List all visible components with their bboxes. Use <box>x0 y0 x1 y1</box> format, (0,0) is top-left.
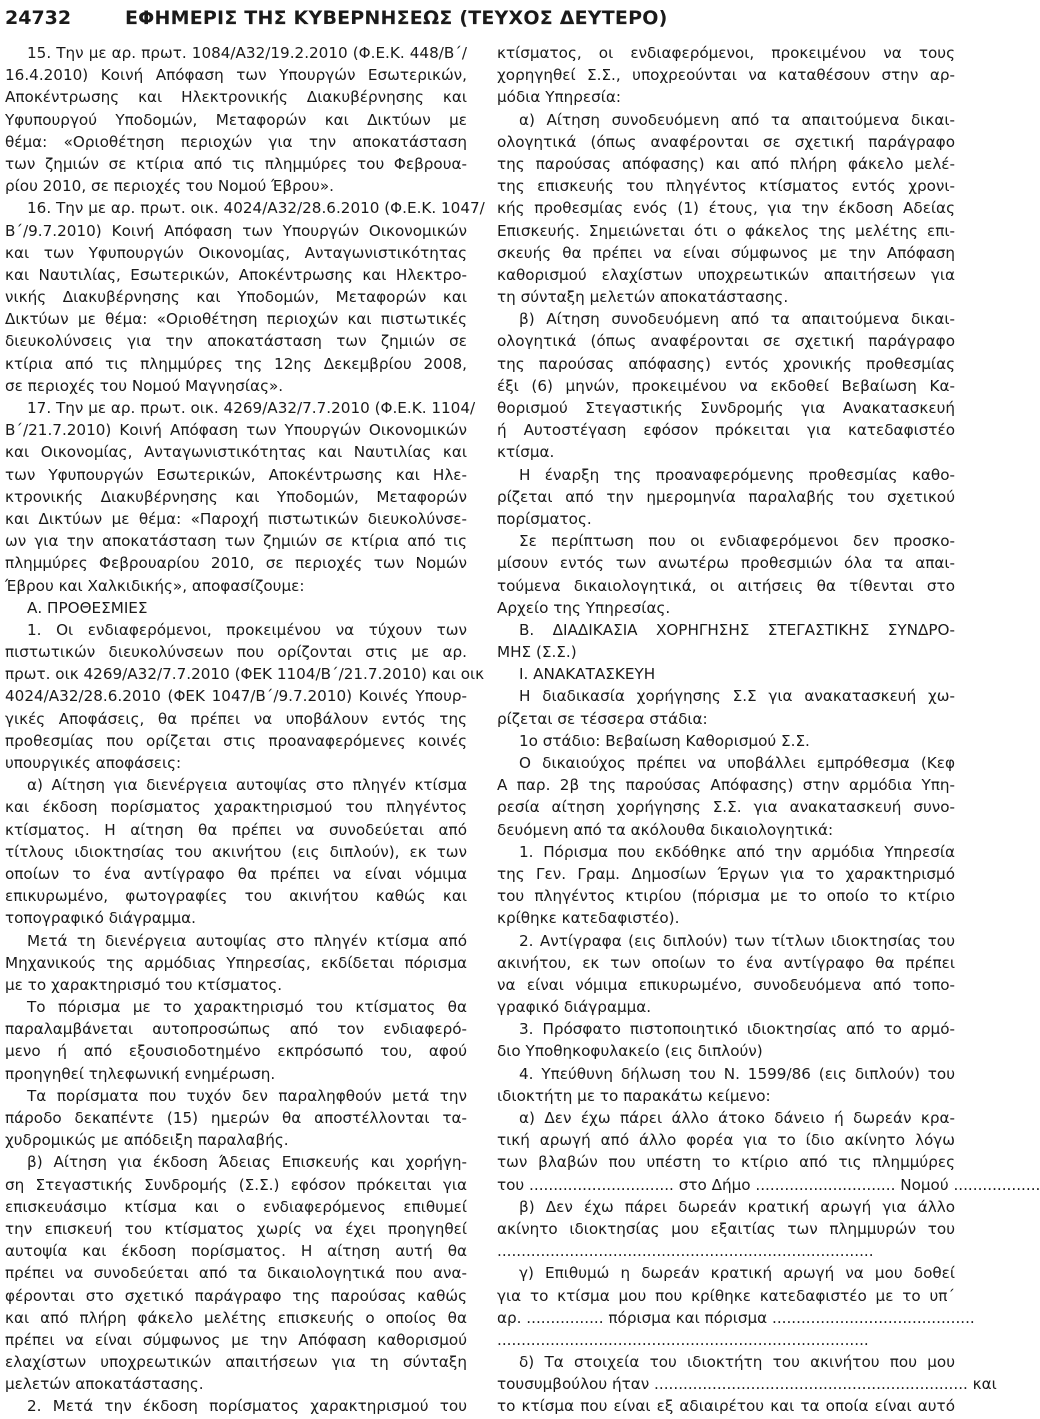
text-line: κρίθηκε κατεδαφιστέο). <box>497 909 680 928</box>
text-line: αυτοψία και έκδοση πορίσματος. Η αίτηση αυτή θα <box>5 1242 467 1261</box>
text-line: 4024/Α32/28.6.2010 (ΦΕΚ 1047/Β΄/9.7.2010) Κοινές Υπουρ- <box>5 687 467 706</box>
text-line: την επισκευή του κτίσματος χωρίς να έχει προηγηθεί <box>5 1219 467 1238</box>
text-line: μόδια Υπηρεσία: <box>497 88 622 107</box>
text-line: της επισκευής του πληγέντος κτίσματος εντός χρονι- <box>497 177 955 196</box>
text-line: ρεσία αίτηση χορήγησης Σ.Σ. για ανακατασκευή συνο- <box>497 798 955 817</box>
text-line: δευόμενη από τα ακόλουθα δικαιολογητικά: <box>497 820 834 839</box>
text-line: τούμενα δικαιολογητικά, οι αιτήσεις θα τίθενται στο <box>497 576 955 595</box>
text-line: κτίσματος. Η αίτηση θα πρέπει να συνοδεύεται από <box>5 820 467 839</box>
text-line: υπουργικές αποφάσεις: <box>5 754 182 772</box>
text-line: και των Υφυπουργών Οικονομίας, Ανταγωνιστικότητας <box>5 243 467 262</box>
text-line: ων για την αποκατάσταση των ζημιών σε κτίρια από τις <box>5 532 467 551</box>
text-line: ολογητικά (όπως αναφέρονται σε σχετική παράγραφο <box>497 132 955 151</box>
page-header <box>5 2 955 34</box>
text-line: φέρονται στο σχετικό παράγραφο της παρούσας καθώς <box>5 1286 467 1305</box>
text-line: πορίσματος. <box>497 509 592 528</box>
text-line: επισκευάσιμο κτίσμα και ο ενδιαφερόμενος επιθυμεί <box>5 1197 467 1216</box>
right-column <box>497 42 1040 1418</box>
text-line: Β΄/21.7.2010) Κοινή Απόφαση των Υπουργών Οικονομικών <box>5 421 467 440</box>
text-line: 16.4.2010) Κοινή Απόφαση των Υπουργών Εσωτερικών, <box>5 66 467 85</box>
text-line: ιδιοκτήτη με το παρακάτω κείμενο: <box>497 1086 771 1105</box>
text-line: πρωτ. οικ 4269/Α32/7.7.2010 (ΦΕΚ 1104/Β΄/21.7.2010) και οικ <box>5 665 485 684</box>
text-line: γ) Επιθυμώ η δωρεάν κρατική αρωγή να μου δοθεί <box>519 1264 955 1283</box>
text-line: ρίου 2010, σε περιοχές του Νομού Έβρου». <box>5 177 334 196</box>
text-line: Σε περίπτωση που οι ενδιαφερόμενοι δεν προσκο- <box>519 532 955 551</box>
text-line: του πληγέντος κτιρίου (πόρισμα με το οποίο το κτίριο <box>497 887 955 906</box>
text-line: για το κτίσμα μου που κρίθηκε κατεδαφιστέο με το υπ΄ <box>497 1286 955 1305</box>
text-line: ΜΗΣ (Σ.Σ.) <box>497 643 577 662</box>
gazette-title: ΕΦΗΜΕΡΙΣ ΤΗΣ ΚΥΒΕΡΝΗΣΕΩΣ (ΤΕΥΧΟΣ ΔΕΥΤΕΡΟ) <box>125 7 668 29</box>
text-line: Α. ΠΡΟΘΕΣΜΙΕΣ <box>27 598 148 617</box>
text-line: Το πόρισμα με το χαρακτηρισμό του κτίσματος θα <box>27 998 467 1017</box>
text-line: Α παρ. 2β της παρούσας Απόφασης) στην αρμόδια Υπη- <box>497 776 955 795</box>
text-line: Επισκευής. Σημειώνεται ότι ο φάκελος της μελέτης επι- <box>497 221 955 240</box>
text-line: β) Αίτηση για έκδοση Άδειας Επισκευής και χορήγη- <box>27 1153 467 1172</box>
text-line: πρέπει να συνοδεύεται από τα δικαιολογητικά που ανα- <box>5 1264 467 1283</box>
text-line: και Δικτύων με θέμα: «Παροχή πιστωτικών διευκολύνσε- <box>5 509 467 528</box>
text-line: γικές Αποφάσεις, θα πρέπει να υποβάλουν εντός της <box>5 709 467 728</box>
text-line: σκευής θα πρέπει να είναι σύμφωνος με την Απόφαση <box>497 243 955 262</box>
text-line: 17. Την με αρ. πρωτ. οικ. 4269/Α32/7.7.2010 (Φ.Ε.Κ. 1104/ <box>27 399 476 417</box>
text-line: Ι. ΑΝΑΚΑΤΑΣΚΕΥΗ <box>519 665 656 684</box>
text-line: τίτλους ιδιοκτησίας του ακινήτου (εις διπλούν), εκ των <box>5 842 467 861</box>
text-line: και Ναυτιλίας, Εσωτερικών, Αποκέντρωσης και Ηλεκτρο- <box>5 265 467 284</box>
text-line: β) Αίτηση συνοδευόμενη από τα απαιτούμενα δικαι- <box>519 310 955 329</box>
text-line: θέμα: «Οριοθέτηση περιοχών για την αποκατάσταση <box>5 132 467 151</box>
text-line: προηγηθεί τηλεφωνική ενημέρωση. <box>5 1064 276 1083</box>
text-line: Η διαδικασία χορήγησης Σ.Σ για ανακατασκευή χω- <box>519 687 955 706</box>
text-line: του .............................. στο Δήμο ............................. Νομού .................. <box>497 1175 1040 1194</box>
text-line: Β. ΔΙΑΔΙΚΑΣΙΑ ΧΟΡΗΓΗΣΗΣ ΣΤΕΓΑΣΤΙΚΗΣ ΣΥΝΔΡΟ- <box>519 620 955 639</box>
text-line: 16. Την με αρ. πρωτ. οικ. 4024/Α32/28.6.2010 (Φ.Ε.Κ. 1047/ <box>27 199 485 218</box>
text-line: ολογητικά (όπως αναφέρονται σε σχετική παράγραφο <box>497 332 955 351</box>
text-line: πιστωτικών διευκολύνσεων που ορίζονται στις με αρ. <box>5 643 467 662</box>
text-line: τη σύνταξη μελετών αποκατάστασης. <box>497 288 789 307</box>
text-line: 15. Την με αρ. πρωτ. 1084/Α32/19.2.2010 (Φ.Ε.Κ. 448/Β΄/ <box>27 44 467 62</box>
text-line: προθεσμίας που ορίζεται στις προαναφερόμενες κοινές <box>5 731 467 750</box>
text-line: τοπογραφικό διάγραμμα. <box>5 909 196 928</box>
text-line: μελετών αποκατάστασης. <box>5 1375 204 1394</box>
text-line: ακίνητο ιδιοκτησίας μου εξαιτίας των πλημμυρών του <box>497 1219 955 1238</box>
text-line: Αποκέντρωσης και Ηλεκτρονικής Διακυβέρνησης και <box>5 88 467 107</box>
text-line: κτρονικής Διακυβέρνησης και Υποδομών, Μεταφορών <box>5 487 467 506</box>
text-line: νικής Διακυβέρνησης και Υποδομών, Μεταφορών και <box>5 288 467 307</box>
text-line: 1. Πόρισμα που εκδόθηκε από την αρμόδια Υπηρεσία <box>519 842 955 861</box>
text-line: α) Αίτηση για διενέργεια αυτοψίας στο πληγέν κτίσμα <box>27 776 467 795</box>
text-line: κτίρια από τις πλημμύρες της 12ης Δεκεμβρίου 2008, <box>5 354 467 373</box>
text-line: Ο δικαιούχος πρέπει να υποβάλλει εμπρόθεσμα (Κεφ <box>519 754 955 772</box>
text-line: τουσυμβούλου ήταν ................................................................. και <box>497 1375 997 1394</box>
text-line: σε περιοχές του Νομού Μαγνησίας». <box>5 376 284 395</box>
text-line: της παρούσας απόφασης) και από πλήρη φάκελο μελέ- <box>497 154 955 173</box>
text-line: 2. Μετά την έκδοση πορίσματος χαρακτηρισμού του <box>27 1397 467 1416</box>
text-line: διευκολύνσεις για την αποκατάσταση των ζημιών σε <box>5 332 467 351</box>
text-line: ρίζεται σε τέσσερα στάδια: <box>497 709 708 728</box>
text-line: 4. Υπεύθυνη δήλωση του Ν. 1599/86 (εις διπλούν) του <box>519 1064 955 1083</box>
text-line: πλημμύρες Φεβρουαρίου 2010, σε περιοχές των Νομών <box>5 554 467 573</box>
left-column <box>5 42 485 1418</box>
text-line: επικυρωμένο, φωτογραφίες του ακινήτου καθώς και <box>5 887 467 906</box>
text-line: και Οικονομίας, Ανταγωνιστικότητας και Ναυτιλίας και <box>5 443 467 462</box>
text-line: Έβρου και Χαλκιδικής», αποφασίζουμε: <box>5 576 305 595</box>
text-line: των Υφυπουργών Εσωτερικών, Αποκέντρωσης και Ηλε- <box>5 465 467 484</box>
text-line: να είναι νόμιμα επικυρωμένο, συνοδευόμενα από τοπο- <box>497 975 955 994</box>
text-line: των ζημιών σε κτίρια από τις πλημμύρες του Φεβρουα- <box>5 154 467 173</box>
text-line: 2. Αντίγραφα (εις διπλούν) των τίτλων ιδιοκτησίας του <box>519 931 955 950</box>
text-line: Μηχανικούς της αρμόδιας Υπηρεσίας, εκδίδεται πόρισμα <box>5 953 467 972</box>
text-line: και έκδοση πορίσματος χαρακτηρισμού του πληγέντος <box>5 798 467 817</box>
text-line: ακινήτου, εκ των οποίων το ένα αντίγραφο θα πρέπει <box>497 953 955 972</box>
text-line: Δικτύων με θέμα: «Οριοθέτηση περιοχών και πιστωτικές <box>5 310 467 329</box>
text-line: ση Στεγαστικής Συνδρομής (Σ.Σ.) εφόσον πρόκειται για <box>5 1175 467 1194</box>
text-line: β) Δεν έχω πάρει δωρεάν κρατική αρωγή για άλλο <box>519 1197 955 1216</box>
text-line: το κτίσμα που είναι εξ αδιαιρέτου και τα οποία είναι αυτό <box>497 1397 955 1416</box>
text-line: οποίων το ένα αντίγραφο θα πρέπει να είναι νόμιμα <box>5 864 467 883</box>
text-line: ελαχίστων υποχρεωτικών απαιτήσεων για τη σύνταξη <box>5 1353 467 1372</box>
text-line: Υφυπουργού Υποδομών, Μεταφορών και Δικτύων με <box>5 110 467 129</box>
text-line: διο Υποθηκοφυλακείο (εις διπλούν) <box>497 1042 763 1061</box>
text-line: κής προθεσμίας ενός (1) έτους, για την έκδοση Αδείας <box>497 199 955 218</box>
text-line: 3. Πρόσφατο πιστοποιητικό ιδιοκτησίας από το αρμό- <box>519 1020 955 1039</box>
text-line: .............................................................................. <box>497 1242 874 1261</box>
text-line: τική αρωγή από άλλο φορέα για το ίδιο ακίνητο λόγω <box>497 1131 955 1150</box>
text-line: ή Αυτοστέγαση εφόσον πρόκειται για κατεδαφιστέο <box>497 421 955 440</box>
text-line: Αρχείο της Υπηρεσίας. <box>497 598 671 617</box>
text-line: μίσουν εντός των ανωτέρω προθεσμιών όλα τα απαι- <box>497 554 955 573</box>
page-number: 24732 <box>5 7 72 29</box>
text-line: και από πλήρη φάκελο μελέτης επισκευής ο οποίος θα <box>5 1308 467 1327</box>
text-line: θορισμού Στεγαστικής Συνδρομής για Ανακατασκευή <box>497 399 955 417</box>
text-line: κτίσμα. <box>497 443 555 462</box>
text-line: της παρούσας απόφασης) εντός χρονικής προθεσμίας <box>497 354 955 373</box>
text-line: δ) Τα στοιχεία του ιδιοκτήτη του ακινήτου που μου <box>519 1353 955 1372</box>
text-line: ρίζεται από την ημερομηνία παραλαβής του σχετικού <box>497 487 955 506</box>
text-line: αρ. ................ πόρισμα και πόρισμα .......................................... <box>497 1308 975 1327</box>
text-line: Μετά τη διενέργεια αυτοψίας στο πληγέν κτίσμα από <box>27 931 467 950</box>
text-line: Β΄/9.7.2010) Κοινή Απόφαση των Υπουργών Οικονομικών <box>5 221 467 240</box>
text-line: πάροδο δεκαπέντε (15) ημερών θα αποστέλλονται τα- <box>5 1109 467 1127</box>
text-line: α) Αίτηση συνοδευόμενη από τα απαιτούμενα δικαι- <box>519 110 955 129</box>
text-line: μενο ή από εξουσιοδοτημένο εκπρόσωπό του, αφού <box>5 1042 467 1061</box>
text-line: χυδρομικώς με απόδειξη παραλαβής. <box>5 1131 289 1150</box>
text-line: έξι (6) μηνών, προκειμένου να εκδοθεί Βεβαίωση Κα- <box>497 376 955 395</box>
text-line: πρέπει να είναι σύμφωνος με την Απόφαση καθορισμού <box>5 1330 467 1349</box>
text-line: παραλαμβάνεται αυτοπροσώπως από τον ενδιαφερό- <box>5 1020 467 1039</box>
text-line: Η έναρξη της προαναφερόμενης προθεσμίας καθο- <box>519 465 955 484</box>
text-line: χορηγηθεί Σ.Σ., υποχρεούνται να καταθέσουν στην αρ- <box>497 66 955 85</box>
text-line: των βλαβών που υπέστη το κτίριο από τις πλημμύρες <box>497 1153 955 1172</box>
text-line: με το χαρακτηρισμό του κτίσματος. <box>5 975 283 994</box>
text-line: Τα πορίσματα που τυχόν δεν παραληφθούν μετά την <box>27 1086 467 1105</box>
text-line: καθορισμού ελαχίστων υποχρεωτικών απαιτήσεων για <box>497 265 955 284</box>
text-line: 1. Οι ενδιαφερόμενοι, προκειμένου να τύχουν των <box>27 620 467 639</box>
text-line: κτίσματος, οι ενδιαφερόμενοι, προκειμένου να τους <box>497 44 955 62</box>
text-line: ............................................................................. <box>497 1330 869 1349</box>
text-line: α) Δεν έχω πάρει άλλο άτοκο δάνειο ή δωρεάν κρα- <box>519 1109 955 1127</box>
text-line: γραφικό διάγραμμα. <box>497 998 652 1017</box>
text-line: της Γεν. Γραμ. Δημοσίων Έργων για το χαρακτηρισμό <box>497 864 955 883</box>
text-line: 1ο στάδιο: Βεβαίωση Καθορισμού Σ.Σ. <box>519 731 810 750</box>
